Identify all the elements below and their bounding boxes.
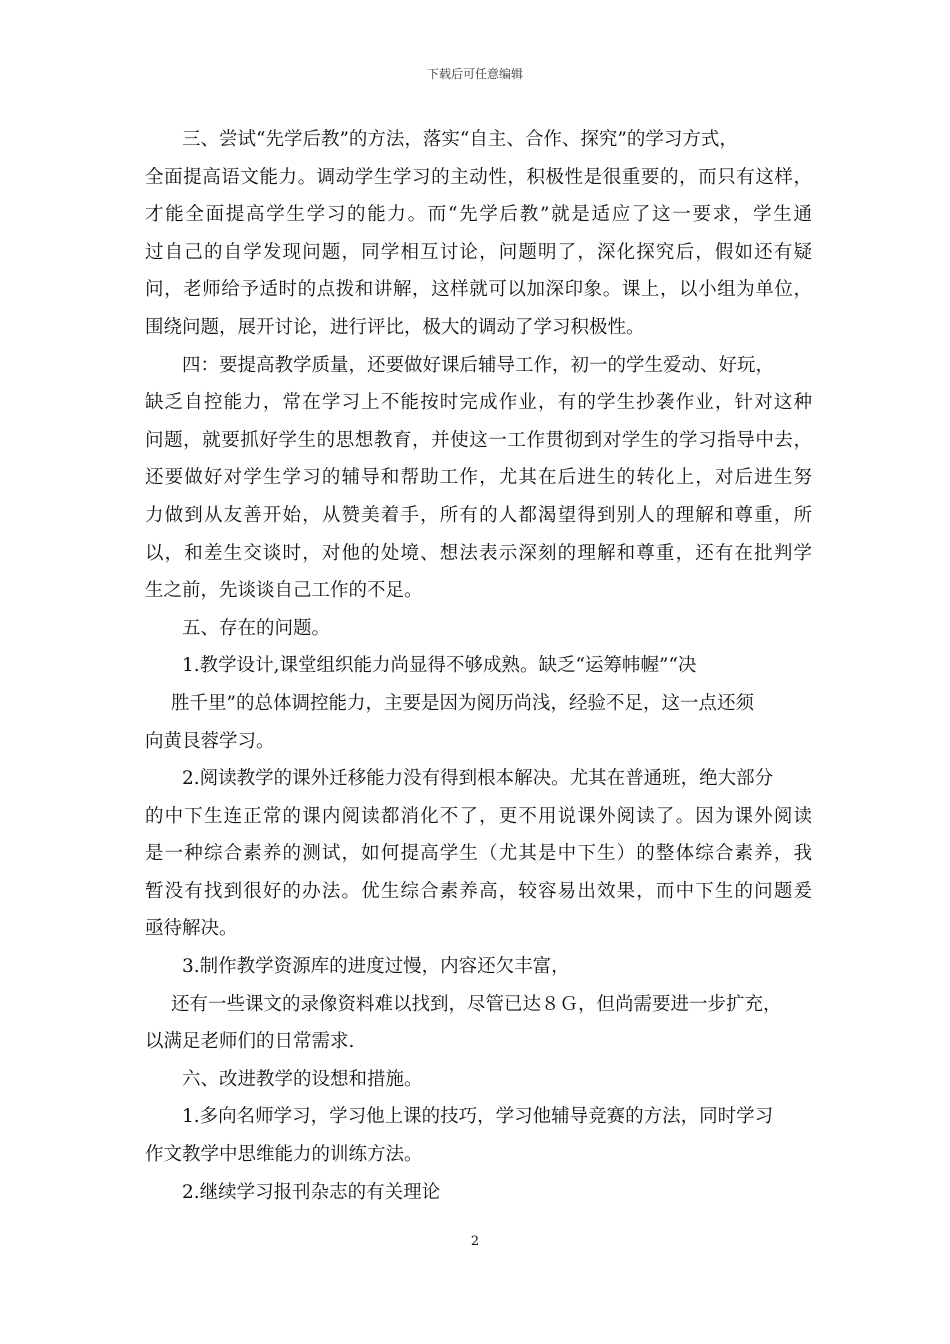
text-line: 亟待解决。 — [145, 918, 238, 940]
text-line: 2.阅读教学的课外迁移能力没有得到根本解决。尤其在普通班，绝大部分 — [182, 768, 774, 790]
page-header: 下载后可任意编辑 — [426, 67, 523, 81]
page-number: 2 — [470, 1234, 480, 1249]
text-line: 还要做好对学生学习的辅导和帮助工作，尤其在后进生的转化上，对后进生努 — [145, 467, 812, 489]
text-line: 2.继续学习报刊杂志的有关理论 — [182, 1181, 441, 1203]
text-line: 生之前，先谈谈自己工作的不足。 — [145, 580, 423, 602]
text-line: 1.多向名师学习，学习他上课的技巧，学习他辅导竞赛的方法，同时学习 — [182, 1106, 774, 1128]
text-line: 以，和差生交谈时，对他的处境、想法表示深刻的理解和尊重，还有在批判学 — [145, 542, 812, 564]
text-line: 过自己的自学发现问题，同学相互讨论，问题明了，深化探究后，假如还有疑 — [145, 241, 812, 263]
text-line: 向黄艮蓉学习。 — [145, 730, 275, 752]
text-line: 1.教学设计,课堂组织能力尚显得不够成熟。缺乏“运筹帏幄”“决 — [182, 655, 697, 677]
text-line: 3.制作教学资源库的进度过慢，内容还欠丰富， — [182, 956, 570, 978]
text-line: 才能全面提高学生学习的能力。而“先学后教”就是适应了这一要求，学生通 — [145, 204, 812, 226]
document-body — [145, 121, 812, 1211]
text-line: 以满足老师们的日常需求. — [145, 1031, 355, 1053]
section-heading: 五、存在的问题。 — [182, 617, 331, 639]
text-line: 问题，就要抓好学生的思想教育，并使这一工作贯彻到对学生的学习指导中去， — [145, 429, 812, 451]
text-line: 力做到从友善开始，从赞美着手，所有的人都渴望得到别人的理解和尊重，所 — [145, 504, 812, 526]
text-line: 胜千里”的总体调控能力，主要是因为阅历尚浅，经验不足，这一点还须 — [171, 692, 754, 714]
text-line: 还有一些课文的录像资料难以找到，尽管已达８Ｇ，但尚需要进一步扩充， — [171, 993, 782, 1015]
text-line: 的中下生连正常的课内阅读都消化不了，更不用说课外阅读了。因为课外阅读 — [145, 805, 812, 827]
text-line: 三、尝试“先学后教”的方法，落实“自主、合作、探究”的学习方式， — [182, 129, 738, 150]
text-line: 问，老师给予适时的点拨和讲解，这样就可以加深印象。课上，以小组为单位， — [145, 279, 812, 301]
text-line: 围绕问题，展开讨论，进行评比，极大的调动了学习积极性。 — [145, 316, 645, 338]
text-line: 暂没有找到很好的办法。优生综合素养高，较容易出效果，而中下生的问题爰 — [145, 880, 812, 902]
text-line: 全面提高语文能力。调动学生学习的主动性，积极性是很重要的，而只有这样， — [145, 166, 812, 188]
text-line: 作文教学中思维能力的训练方法。 — [145, 1144, 423, 1166]
text-line: 四：要提高教学质量，还要做好课后辅导工作，初一的学生爱动、好玩， — [182, 354, 775, 376]
text-line: 缺乏自控能力，常在学习上不能按时完成作业，有的学生抄袭作业，针对这种 — [145, 392, 812, 414]
text-line: 是一种综合素养的测试，如何提高学生（尤其是中下生）的整体综合素养，我 — [145, 843, 812, 865]
section-heading: 六、改进教学的设想和措施。 — [182, 1068, 423, 1090]
